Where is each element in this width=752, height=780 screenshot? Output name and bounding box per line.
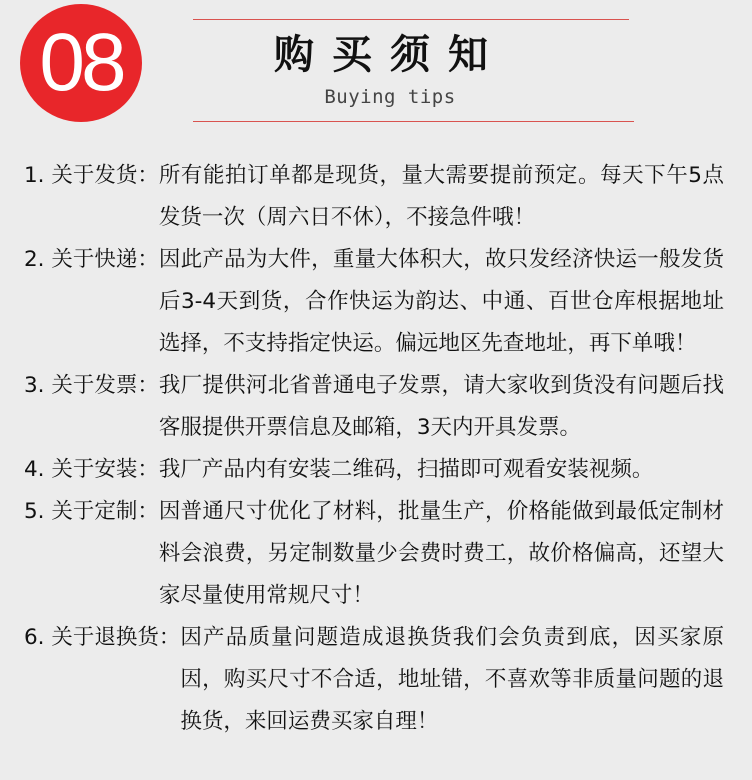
tip-item-customization (24, 491, 724, 617)
tip-label: 4. 关于安装： (24, 457, 159, 482)
tip-text: 我厂产品内有安装二维码，扫描即可观看安装视频。 (158, 457, 654, 482)
tip-text: 我厂提供河北省普通电子发票，请大家收到货没有问题后找客服提供开票信息及邮箱，3天内开具发票。 (158, 373, 724, 440)
tip-label: 3. 关于发票： (24, 373, 159, 398)
tip-text: 因此产品为大件，重量大体积大，故只发经济快运一般发货后3-4天到货，合作快运为韵达、中通、百世仓库根据地址选择，不支持指定快运。偏远地区先查地址，再下单哦！ (158, 247, 724, 356)
tip-item-courier (24, 239, 724, 365)
tip-text: 因产品质量问题造成退换货我们会负责到底，因买家原因，购买尺寸不合适，地址错，不喜欢等非质量问题的退换货，来回运费买家自理！ (180, 625, 724, 734)
tip-text: 因普通尺寸优化了材料，批量生产，价格能做到最低定制材料会浪费，另定制数量少会费时费工，故价格偏高，还望大家尽量使用常规尺寸！ (158, 499, 724, 608)
tip-item-returns (24, 617, 724, 743)
page-subtitle: Buying tips (324, 86, 456, 108)
tip-label: 1. 关于发货： (24, 163, 159, 188)
tip-label: 2. 关于快递： (24, 247, 159, 272)
badge-number: 08 (39, 17, 123, 108)
header-bottom-divider (193, 121, 634, 122)
header-top-divider (193, 19, 629, 20)
tips-list (24, 155, 724, 743)
page-title: 购买须知 (274, 32, 506, 78)
tip-item-installation (24, 449, 724, 491)
tip-label: 6. 关于退换货： (24, 625, 181, 650)
tip-item-shipping (24, 155, 724, 239)
tip-text: 所有能拍订单都是现货，量大需要提前预定。每天下午5点发货一次（周六日不休），不接急件哦！ (158, 163, 724, 230)
tip-item-invoice (24, 365, 724, 449)
section-number-badge (20, 4, 142, 122)
tip-label: 5. 关于定制： (24, 499, 159, 524)
